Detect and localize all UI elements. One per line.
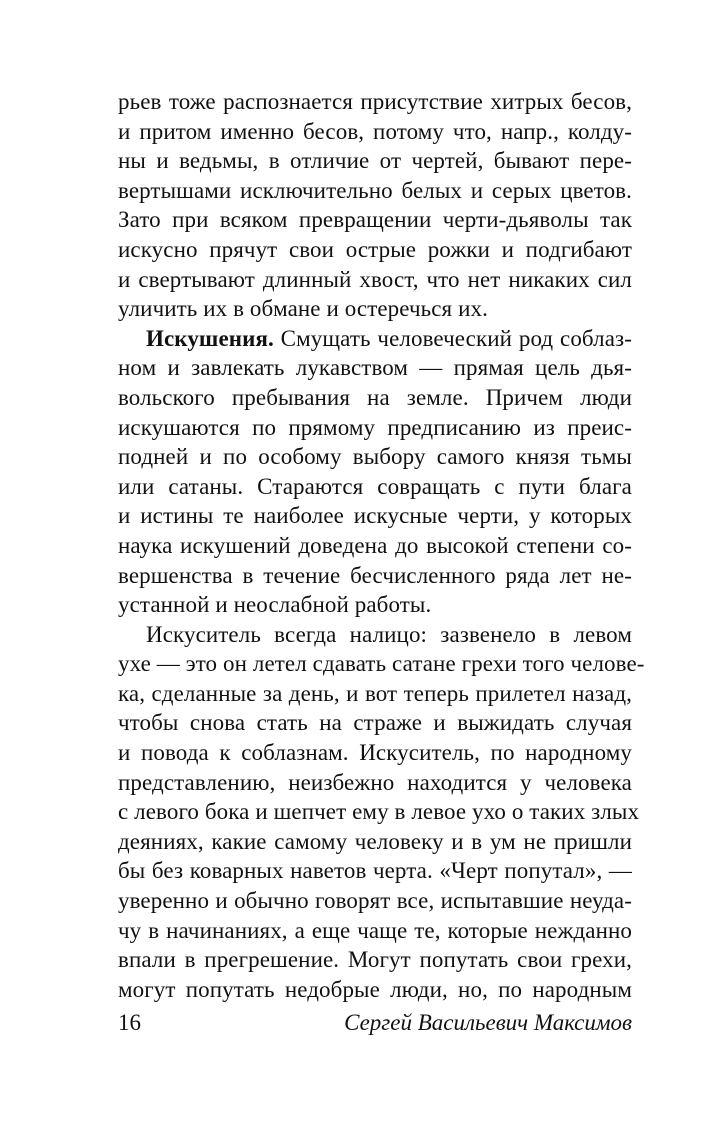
text-line: вольского пребывания на земле. Причем люди [118,384,632,410]
text-line: и истины те наиболее искусные черти, у которых [118,503,632,529]
text-span: Смущать человеческий род соблаз- [273,325,632,351]
text-line: искушаются по прямому предписанию из преис- [118,414,632,440]
text-line: ка, сделанные за день, и вот теперь прилетел назад, [118,680,632,706]
text-line: Зато при всяком превращении черти-дьяволы так [118,207,632,233]
section-lead: Искушения. [146,325,274,351]
text-line: с левого бока и шепчет ему в левое ухо о таких злых [118,799,640,825]
text-line: чтобы снова стать на страже и выжидать случая [118,710,632,736]
text-line: чу в начинаниях, а еще чаще те, которые нежданно [118,917,632,943]
running-head-author: Сергей Васильевич Максимов [344,1010,632,1035]
text-line: ном и завлекать лукавством — прямая цель дья- [118,355,632,381]
text-line: вершенства в течение бесчисленного ряда лет не- [118,562,632,588]
text-line: уверенно и обычно говорят все, испытавшие неуда- [118,888,632,914]
text-line: и повода к соблазнам. Искуситель, по народному [118,740,632,766]
text-line: искусно прячут свои острые рожки и подгибают [118,236,632,262]
text-line: ны и ведьмы, в отличие от чертей, бывают пере- [118,148,632,174]
text-line: вертышами исключительно белых и серых цветов. [118,177,632,203]
text-line: рьев тоже распознается присутствие хитрых бесов, [118,89,632,114]
text-line: Искуситель всегда налицо: зазвенело в левом [146,621,632,647]
text-line [118,324,632,354]
text-line: и свертывают длинный хвост, что нет никаких сил [118,266,632,292]
text-line: подней и по особому выбору самого князя тьмы [118,444,632,470]
body-text [118,87,645,1004]
page-footer [118,1008,632,1038]
text-line: или сатаны. Стараются совращать с пути блага [118,473,632,499]
text-line: деяниях, какие самому человеку и в ум не пришли [118,828,632,854]
text-line: впали в прегрешение. Могут попутать свои грехи, [118,947,632,973]
text-line: уличить их в обмане и остеречься их. [118,296,488,322]
text-line: и притом именно бесов, потому что, напр., колду- [118,118,632,144]
text-line: могут попутать недобрые люди, но, по народным [118,976,632,1002]
text-line: представлению, неизбежно находится у человека [118,769,632,795]
text-line: наука искушений доведена до высокой степени со- [118,532,632,558]
text-line: устанной и неослабной работы. [118,592,432,618]
text-line: бы без коварных наветов черта. «Черт попутал», — [118,858,632,884]
page-number: 16 [118,1010,141,1035]
text-line: ухе — это он летел сдавать сатане грехи того челове- [118,651,645,677]
